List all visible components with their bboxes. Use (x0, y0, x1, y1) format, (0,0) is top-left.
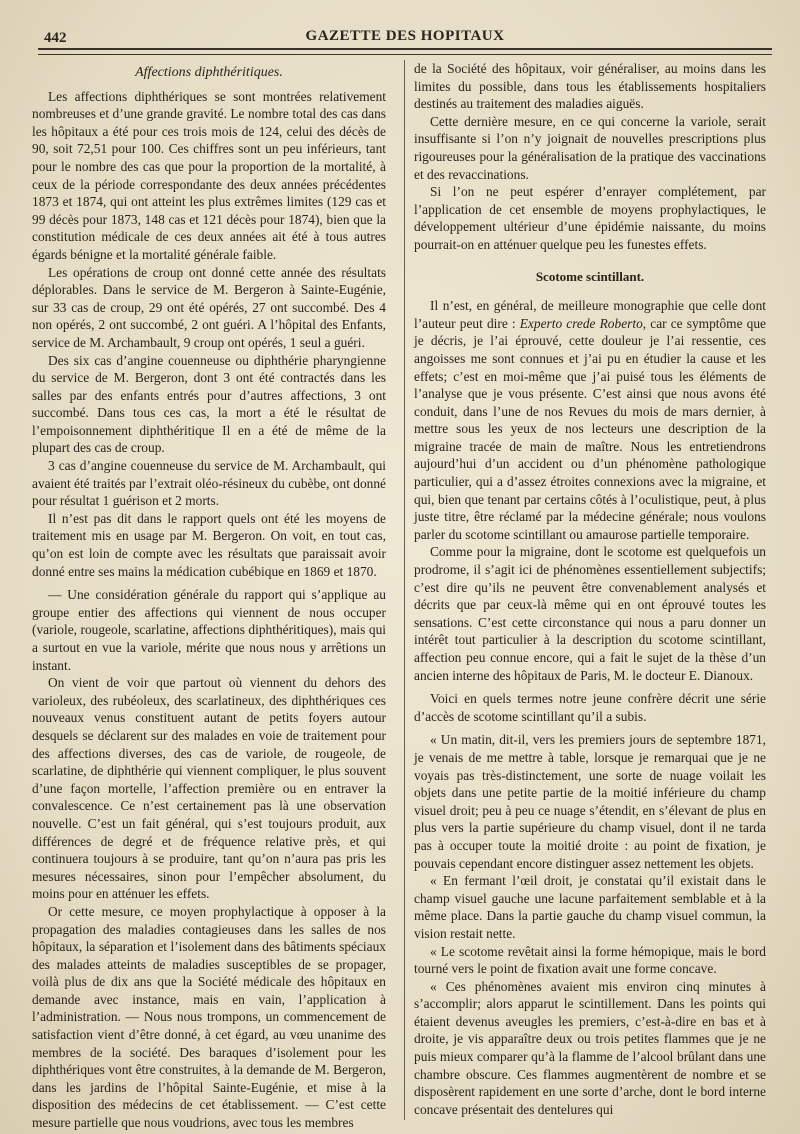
header-rule (38, 48, 772, 55)
paragraph: Les opérations de croup ont donné cette année des résultats déplorables. Dans le service de M. Bergeron à Sainte-Eugénie, sur 33 cas de croup, 29 ont été opérés, 27 ont succombé. Des 4 non opérés, 2 ont succombé, 2 ont guéri. A l’hôpital des Enfants, service de M. Archambault, 9 croup ont opérés, 1 seul a guéri. (32, 264, 386, 350)
section-heading-scotome: Scotome scintillant. (535, 268, 645, 284)
paragraph: de la Société des hôpitaux, voir généraliser, au moins dans les limites du possible, dans tous les établissements hospitaliers destinés au traitement des maladies aiguës. (414, 61, 766, 112)
paragraph: 3 cas d’angine couenneuse du service de M. Archambault, qui avaient été traités par l’extrait oléo-résineux du cubèbe, ont donné pour résultat 1 guérison et 2 morts. (32, 458, 386, 509)
right-column (414, 60, 766, 1118)
quote-paragraph: « En fermant l’œil droit, je constatai qu’il existait dans le champ visuel gauche une lacune parfaitement semblable et à la même place. Dans la partie gauche du champ visuel commun, la vision restait nette. (414, 873, 766, 941)
paragraph: Comme pour la migraine, dont le scotome est quelquefois un prodrome, il s’agit ici de phénomènes essentiellement subjectifs; c’est dire qu’ils ne peuvent être convenablement analysés et décrits que par ceux-là même qui en ont éprouvé toutes les sensations. C’est cette circonstance qui nous a paru donner un intérêt tout particulier à la description du scotome scintillant, affection peu connue encore, qui a fait le sujet de la thèse d’un ancien interne des hôpitaux de Paris, M. le docteur E. Dianoux. (414, 544, 766, 683)
paragraph: Il n’est pas dit dans le rapport quels ont été les moyens de traitement mis en usage par M. Bergeron. On voit, en tout cas, qu’on est loin de compte avec les résultats que paraissait avoir donné entre ses mains la médication cubébique en 1869 et 1870. (32, 510, 386, 579)
paragraph: Voici en quels termes notre jeune confrère décrit une série d’accès de scotome scintillant qu’il a subis. (414, 691, 766, 724)
paragraph: On vient de voir que partout où viennent du dehors des varioleux, des rubéoleux, des scarlatineux, des diphthériques ces nouveaux venus constituent autant de petits foyers autour desquels se déclarent sur des malades en voie de traitement pour des affections diverses, des cas de variole, de rougeole, de scarlatine, de diphthérie qui viennent compliquer, le plus souvent d’une façon mortelle, l’affection première ou en entraver la convalescence. Ce n’est certainement pas là une observation nouvelle. C’est un fait général, qui s’est toujours produit, aux différences de degré et de fréquence relative près, et qui continuera toujours à se produire, tant qu’on n’aura pas pris les mesures nécessaires, sinon pour l’empêcher absolument, du moins pour en atténuer les effets. (32, 675, 386, 902)
left-column (32, 60, 386, 1132)
quote-paragraph: « Ces phénomènes avaient mis environ cinq minutes à s’accomplir; alors apparut le scintillement. Dans les points qui étaient devenus aveugles les premiers, c’est-à-dire en bas et à droite, je vis apparaître deux ou trois petites flammes que je ne puis mieux comparer qu’à la flamme de l’alcool brûlant dans une chambre obscure. Ces flammes augmentèrent de nombre et se disposèrent rapidement en une sorte d’arche, dont le bord interne concave présentait des dentelures qui (414, 978, 766, 1117)
latin-quote: Experto crede Roberto (519, 315, 643, 331)
quote-paragraph: « Un matin, dit-il, vers les premiers jours de septembre 1871, je venais de me mettre à table, lorsque je remarquai que je ne voyais pas très-distinctement, une sorte de nuage voilait les objets dans une petite partie de la moitié inférieure du champ visuel droit; peu à peu ce nuage s’étendit, en s’élevant de plus en plus vers la partie supérieure du champ visuel, dont il ne tarda pas à occuper toute la moitié droite : au point de fixation, je pouvais cependant encore distinguer assez nettement les objets. (414, 732, 766, 871)
intro-text-end: , car ce symptôme que je décris, je l’ai éprouvé, cette douleur je l’ai ressentie, ces angoisses me sont connues et j’ai pu en étudier la cause et les effets; c’est en moi-même que j’ai puisé tous les éléments de l’analyse que je vous présente. C’est ainsi que nous avons été conduit, dans l’une de nos Revues du mois de mars dernier, à mettre sous les yeux de nos lecteurs une description de la migraine tracée de main de maître. Nous les entretiendrons aujourd’hui d’un accident ou d’un phénomène pathologique particulier, qui a d’assez étroites connexions avec la migraine, et qui, bien que tenant par certains côtés à l’oculistique, peut, à plus juste titre, être réclamé par la médecine générale; nous voulons parler du scotome scintillant ou amaurose partielle temporaire. (414, 315, 766, 542)
quote-paragraph: « Le scotome revêtait ainsi la forme hémopique, mais le bord tourné vers le point de fixation avait une forme concave. (414, 943, 766, 977)
paragraph: Cette dernière mesure, en ce qui concerne la variole, serait insuffisante si l’on n’y joignait de nouvelles prescriptions plus rigoureuses pour la généralisation de la pratique des vaccinations et des revaccinations. (414, 113, 766, 182)
paragraph: Si l’on ne peut espérer d’enrayer complétement, par l’application de cet ensemble de moyens prophylactiques, le développement ultérieur d’une épidémie naissante, du moins pourrait-on en atténuer quelque peu les funestes effets. (414, 184, 766, 252)
section-heading-affections: Affections diphthéritiques. (135, 65, 283, 80)
journal-title: GAZETTE DES HOPITAUX (305, 28, 505, 44)
page-number: 442 (44, 30, 67, 46)
column-divider (404, 60, 405, 1120)
intro-text-start: Il n’est, en général, de meilleure monographie que celle dont l’auteur peut dire : (414, 298, 766, 331)
paragraph: Des six cas d’angine couenneuse ou diphthérie pharyngienne du service de M. Bergeron, dont 3 ont été contractés dans les salles par des enfants entrés pour d’autres affections, 3 ont succombé. Dans tous ces cas, la mort a été le résultat de l’empoisonnement diphthéritique Il en a été de même de la plupart des cas de croup. (32, 352, 386, 456)
paragraph: — Une considération générale du rapport qui s’applique au groupe entier des affections qui viennent de nous occuper (variole, rougeole, scarlatine, affections diphthéritiques), mais qui a surtout en vue la variole, mérite que nous nous y arrêtions un instant. (32, 587, 386, 673)
intro-paragraph (414, 297, 766, 543)
paragraph: Or cette mesure, ce moyen prophylactique à opposer à la propagation des maladies contagieuses dans les salles de nos hôpitaux, la séparation et l’isolement dans des bâtiments spéciaux des malades atteints de maladies susceptibles de se propager, voilà plus de dix ans que la Société médicale des hôpitaux en demande avec instance, mais en vain, l’application à l’administration. — Nous nous trompons, un commencement de satisfaction vient d’être donné, à cet égard, au vœu unanime des membres de la société. Des baraques d’isolement pour les diphthériques vont être construites, à la demande de M. Bergeron, dans les jardins de l’hôpital Sainte-Eugénie, et mise à la disposition des médecins de cet établissement. — C’est cette mesure partielle que nous voudrions, avec tous les membres (32, 903, 386, 1131)
paragraph: Les affections diphthériques se sont montrées relativement nombreuses et d’une grande gravité. Le nombre total des cas dans les hôpitaux a été pour ces trois mois de 124, celui des décès de 90, soit 72,51 pour 100. Ces chiffres sont un peu inférieurs, tant pour le nombre des cas que pour la proportion de la mortalité, à ceux de la période correspondante des deux années précédentes 1873 et 1874, qui ont atteint les plus extrêmes limites (129 cas et 99 décès pour 1873, 148 cas et 121 décès pour 1874), bien que la constitution médicale de ces deux années ait été à tous autres égards bénigne et la mortalité générale faible. (32, 88, 386, 262)
